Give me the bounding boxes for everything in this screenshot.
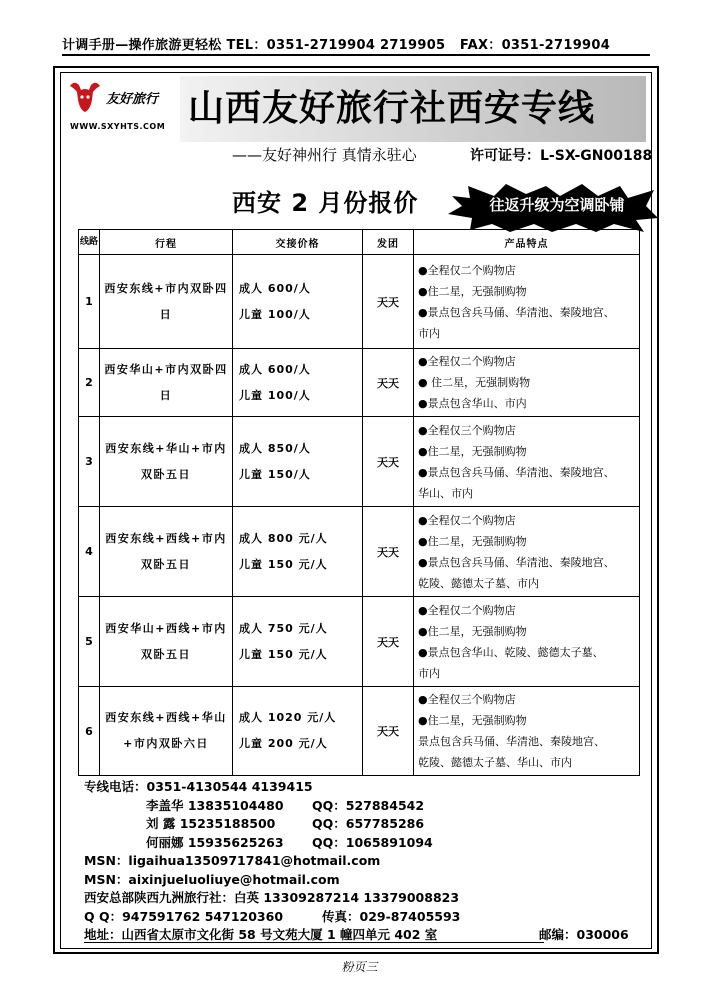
route-price: [233, 417, 363, 507]
feature-line: ●景点包含华山、市内: [418, 397, 527, 410]
route-price: [233, 507, 363, 597]
contact-person: [84, 815, 459, 834]
feature-line: ●全程仅二个购物店: [418, 263, 516, 277]
contact-qq: QQ：1065891094: [312, 834, 433, 850]
child-price: 儿童 150 元/人: [239, 647, 328, 661]
table-row: [79, 597, 640, 687]
route-name: 西安东线+西线+华山+市内双卧六日: [100, 687, 233, 776]
departure: 天天: [363, 507, 414, 597]
feature-line: ●景点包含兵马俑、华清池、秦陵地宫、: [418, 305, 615, 319]
table-row: [79, 349, 640, 417]
table-row: [79, 687, 640, 776]
contact-name-phone: 何丽娜 15935625263: [146, 834, 284, 850]
msn-2: MSN：aixinjueluoliuye@hotmail.com: [84, 871, 340, 887]
departure: 天天: [363, 349, 414, 417]
route-name: 西安华山+市内双卧四日: [100, 349, 233, 417]
features: [414, 349, 640, 417]
contact-name-phone: 李盖华 13835104480: [146, 797, 284, 813]
contact-person: [84, 797, 459, 816]
feature-line: 市内: [418, 326, 440, 340]
feature-line: 华山、市内: [418, 486, 473, 500]
header-departure: 发团: [363, 230, 414, 255]
adult-price: 成人 600/人: [239, 281, 311, 295]
route-price: [233, 687, 363, 776]
feature-line: ●住二星，无强制购物: [418, 714, 527, 727]
route-name: 西安东线+市内双卧四日: [100, 255, 233, 349]
route-name: 西安东线+西线+市内双卧五日: [100, 507, 233, 597]
departure: 天天: [363, 255, 414, 349]
feature-line: 市内: [418, 666, 440, 680]
route-name: 西安华山+西线+市内双卧五日: [100, 597, 233, 687]
adult-price: 成人 800 元/人: [239, 531, 328, 545]
feature-line: ●全程仅二个购物店: [418, 355, 516, 368]
adult-price: 成人 1020 元/人: [239, 711, 337, 724]
msn-1: MSN：ligaihua13509717841@hotmail.com: [84, 853, 381, 868]
address-underline: [84, 942, 544, 943]
feature-line: 景点包含兵马俑、华清池、秦陵地宫、: [418, 735, 605, 748]
feature-line: ●住二星，无强制购物: [418, 624, 527, 638]
adult-price: 成人 600/人: [239, 362, 311, 376]
contact-qq: QQ：657785286: [312, 816, 425, 831]
feature-line: ●全程仅三个购物店: [418, 693, 516, 706]
child-price: 儿童 150 元/人: [239, 557, 328, 571]
hotline: 专线电话：0351-4130544 4139415: [84, 779, 313, 794]
logo-brand: 友好旅行: [106, 92, 159, 107]
feature-line: 乾陵、懿德太子墓、华山、市内: [418, 756, 572, 769]
features: [414, 255, 640, 349]
feature-line: ●住二星，无强制购物: [418, 444, 527, 458]
route-number: 6: [79, 687, 100, 776]
feature-line: ●全程仅二个购物店: [418, 513, 516, 527]
table-row: [79, 417, 640, 507]
zip-code: 邮编：030006: [539, 927, 629, 942]
departure: 天天: [363, 687, 414, 776]
header-tel: TEL：0351-2719904 2719905: [226, 38, 446, 53]
adult-price: 成人 750 元/人: [239, 621, 328, 635]
company-logo: [68, 80, 180, 132]
contact-name-phone: 刘 露 15235188500: [146, 816, 276, 831]
feature-line: ●住二星，无强制购物: [418, 534, 527, 548]
address: 地址：山西省太原市文化街 58 号文苑大厦 1 幢四单元 402 室: [84, 927, 438, 942]
route-number: 2: [79, 349, 100, 417]
contact-qq: QQ：527884542: [312, 797, 425, 813]
table-row: [79, 507, 640, 597]
contact-block: [84, 778, 629, 945]
header-tagline: 计调手册—操作旅游更轻松: [62, 38, 222, 53]
header-fax: FAX：0351-2719904: [459, 38, 611, 53]
qq-numbers: Q Q：947591762 547120360: [84, 908, 284, 924]
child-price: 儿童 200 元/人: [239, 737, 328, 750]
feature-line: 乾陵、懿德太子墓、市内: [418, 576, 539, 590]
child-price: 儿童 100/人: [239, 388, 311, 402]
route-number: 3: [79, 417, 100, 507]
page-footer: 粉页三: [341, 960, 378, 974]
fax-number: 传真：029-87405593: [322, 908, 461, 924]
feature-line: ●住二星，无强制购物: [418, 284, 527, 298]
badge-text: 往返升级为空调卧铺: [489, 196, 625, 214]
qq-fax-row: [84, 908, 459, 927]
logo-url: WWW.SXYHTS.COM: [70, 122, 166, 131]
route-price: [233, 597, 363, 687]
route-price: [233, 255, 363, 349]
route-number: 4: [79, 507, 100, 597]
price-subtitle: 西安 2 月份报价: [232, 189, 419, 217]
features: [414, 417, 640, 507]
table-header-row: [79, 230, 640, 255]
departure: 天天: [363, 597, 414, 687]
header-bar: [62, 34, 650, 56]
route-number: 5: [79, 597, 100, 687]
header-price: 交接价格: [233, 230, 363, 255]
features: [414, 687, 640, 776]
features: [414, 597, 640, 687]
feature-line: ● 住二星，无强制购物: [418, 376, 531, 389]
child-price: 儿童 150/人: [239, 467, 311, 481]
header-route: 行程: [100, 230, 233, 255]
header-features: 产品特点: [414, 230, 640, 255]
hq-contact: 西安总部陕西九洲旅行社：白英 13309287214 13379008823: [84, 890, 460, 905]
table-row: [79, 255, 640, 349]
license-number: 许可证号：L-SX-GN00188: [470, 148, 653, 164]
child-price: 儿童 100/人: [239, 307, 311, 321]
feature-line: ●全程仅二个购物店: [418, 603, 516, 617]
route-price: [233, 349, 363, 417]
ox-head-logo-icon: [68, 80, 102, 114]
feature-line: ●景点包含华山、乾陵、懿德太子墓、: [418, 645, 604, 659]
contact-person: [84, 834, 459, 853]
slogan: ——友好神州行 真情永驻心: [232, 146, 417, 164]
route-number: 1: [79, 255, 100, 349]
header-num: 线路: [79, 230, 100, 255]
feature-line: ●全程仅三个购物店: [418, 423, 516, 437]
departure: 天天: [363, 417, 414, 507]
features: [414, 507, 640, 597]
feature-line: ●景点包含兵马俑、华清池、秦陵地宫、: [418, 555, 615, 569]
page-title: 山西友好旅行社西安专线: [188, 88, 596, 129]
adult-price: 成人 850/人: [239, 441, 311, 455]
route-price-table: [78, 229, 640, 776]
feature-line: ●景点包含兵马俑、华清池、秦陵地宫、: [418, 465, 615, 479]
route-name: 西安东线+华山+市内双卧五日: [100, 417, 233, 507]
